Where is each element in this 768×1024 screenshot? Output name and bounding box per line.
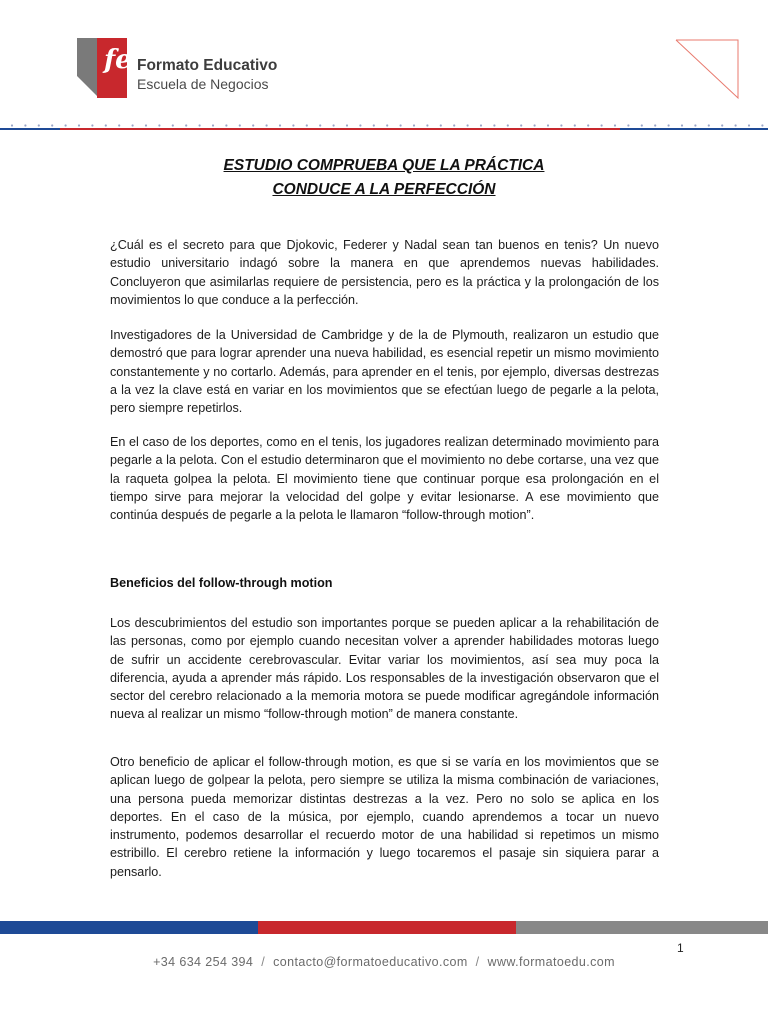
divider-dot bbox=[480, 124, 482, 126]
divider-dot bbox=[708, 124, 710, 126]
divider-dot bbox=[614, 124, 616, 126]
section-subheading: Beneficios del follow-through motion bbox=[110, 576, 333, 590]
document-title bbox=[110, 154, 658, 202]
divider-dot bbox=[426, 124, 428, 126]
divider-dot bbox=[507, 124, 509, 126]
divider-dot bbox=[319, 124, 321, 126]
divider-dot bbox=[467, 124, 469, 126]
brand-name: Formato Educativo bbox=[137, 57, 278, 74]
divider-dot bbox=[51, 124, 53, 126]
divider-dot bbox=[413, 124, 415, 126]
divider-dot bbox=[453, 124, 455, 126]
divider-dot bbox=[158, 124, 160, 126]
header-divider bbox=[0, 124, 768, 130]
divider-dot bbox=[252, 124, 254, 126]
divider-dot bbox=[440, 124, 442, 126]
footer-contact bbox=[0, 955, 768, 969]
divider-dot bbox=[199, 124, 201, 126]
divider-dot bbox=[105, 124, 107, 126]
divider-dot bbox=[493, 124, 495, 126]
logo-monogram: fe bbox=[104, 45, 132, 75]
divider-dot bbox=[145, 124, 147, 126]
divider-dot bbox=[333, 124, 335, 126]
divider-dot bbox=[735, 124, 737, 126]
paragraph-1: ¿Cuál es el secreto para que Djokovic, Federer y Nadal sean tan buenos en tenis? Un nuevo estudio universitario indagó sobre la manera en que aprendemos nuevas habilidades. Concluyeron que asimilarlas requiere de persistencia, pero es la práctica y la prolongación de los movimientos lo que conduce a la perfección. bbox=[110, 238, 659, 307]
logo-text bbox=[137, 57, 277, 93]
divider-dot bbox=[641, 124, 643, 126]
divider-dot bbox=[373, 124, 375, 126]
divider-dot bbox=[225, 124, 227, 126]
divider-dot bbox=[11, 124, 13, 126]
paragraph-3: En el caso de los deportes, como en el tenis, los jugadores realizan determinado movimiento para pegarle a la pelota. Con el estudio determinaron que el movimiento no debe cortarse, una vez que la raqueta golpea la pelota. El movimiento tiene que continuar porque esa prolongación en el tiempo sirve para mejorar la velocidad del golpe y evitar lesionarse. A ese movimiento que continúa después de pegarle a la pelota le llamaron “follow-through motion”. bbox=[110, 435, 659, 523]
divider-dot bbox=[681, 124, 683, 126]
divider-dot bbox=[574, 124, 576, 126]
logo-mark-icon bbox=[77, 38, 132, 98]
footer-bar-navy bbox=[0, 921, 258, 934]
divider-dot bbox=[78, 124, 80, 126]
paragraph-2: Investigadores de la Universidad de Cambridge y de la de Plymouth, realizaron un estudio que demostró que para lograr aprender una nueva habilidad, es esencial repetir un mismo movimiento constantemente y no cortarlo. Además, para aprender en el tenis, por ejemplo, diversas destrezas a la vez la clave está en variar en los movimientos que se efectúan luego de pegarle a la pelota, pero siempre repetirlos. bbox=[110, 328, 659, 416]
divider-dot bbox=[266, 124, 268, 126]
divider-dot bbox=[118, 124, 120, 126]
brand-subtitle: Escuela de Negocios bbox=[137, 76, 269, 92]
divider-dot bbox=[346, 124, 348, 126]
divider-dot bbox=[38, 124, 40, 126]
contact-phone: +34 634 254 394 bbox=[153, 955, 254, 969]
footer-bar-red bbox=[258, 921, 516, 934]
title-line-1: ESTUDIO COMPRUEBA QUE LA PRÁCTICA bbox=[223, 157, 545, 174]
divider-dot bbox=[239, 124, 241, 126]
contact-separator: / bbox=[261, 955, 266, 969]
page-number: 1 bbox=[677, 941, 684, 955]
contact-email[interactable]: contacto@formatoeducativo.com bbox=[273, 955, 468, 969]
divider-dot bbox=[185, 124, 187, 126]
divider-dot bbox=[534, 124, 536, 126]
divider-dot bbox=[627, 124, 629, 126]
divider-dot bbox=[24, 124, 26, 126]
divider-dot bbox=[560, 124, 562, 126]
divider-dot bbox=[601, 124, 603, 126]
paragraph-5: Otro beneficio de aplicar el follow-through motion, es que si se varía en los movimientos que se aplican luego de golpear la pelota, pero siempre se utiliza la misma combinación de variaciones, una persona pueda memorizar distintas destrezas a la vez. Pero no solo se aplica en los deportes. En el caso de la música, por ejemplo, cuando aprendemos a tocar un nuevo instrumento, podemos desarrollar el recuerdo motor de una habilidad si repetimos un mismo estribillo. El cerebro retiene la información y luego tocaremos el pasaje sin siquiera parar a pensarlo. bbox=[110, 755, 659, 879]
divider-dot bbox=[520, 124, 522, 126]
divider-dot bbox=[654, 124, 656, 126]
divider-dot bbox=[65, 124, 67, 126]
divider-dot bbox=[279, 124, 281, 126]
divider-dot bbox=[547, 124, 549, 126]
divider-dot bbox=[91, 124, 93, 126]
corner-decoration-icon bbox=[674, 38, 740, 100]
divider-dot bbox=[386, 124, 388, 126]
brand-logo bbox=[77, 38, 287, 100]
divider-dot bbox=[761, 124, 763, 126]
divider-dot bbox=[668, 124, 670, 126]
divider-dot bbox=[400, 124, 402, 126]
divider-dot bbox=[721, 124, 723, 126]
divider-dot bbox=[359, 124, 361, 126]
divider-dot bbox=[292, 124, 294, 126]
divider-dot bbox=[694, 124, 696, 126]
divider-dot bbox=[212, 124, 214, 126]
divider-dot bbox=[132, 124, 134, 126]
paragraph-4: Los descubrimientos del estudio son importantes porque se pueden aplicar a la rehabilitación de las personas, como por ejemplo cuando necesitan volver a aprender habilidades motoras luego de sufrir un accidente cerebrovascular. Evitar variar los movimientos, así sea muy poca la diferencia, ayuda a aprender más rápido. Los responsables de la investigación observaron que el sector del cerebro relacionado a la memoria motora se puede modificar agregándole información nueva al realizar un mismo “follow-through motion” de manera constante. bbox=[110, 616, 659, 722]
divider-dot bbox=[306, 124, 308, 126]
divider-dot bbox=[172, 124, 174, 126]
contact-website[interactable]: www.formatoedu.com bbox=[487, 955, 615, 969]
divider-dot bbox=[587, 124, 589, 126]
title-line-2: CONDUCE A LA PERFECCIÓN bbox=[272, 181, 496, 198]
divider-dot bbox=[748, 124, 750, 126]
contact-separator: / bbox=[475, 955, 480, 969]
footer-color-bar bbox=[0, 921, 768, 934]
footer-bar-gray bbox=[516, 921, 768, 934]
